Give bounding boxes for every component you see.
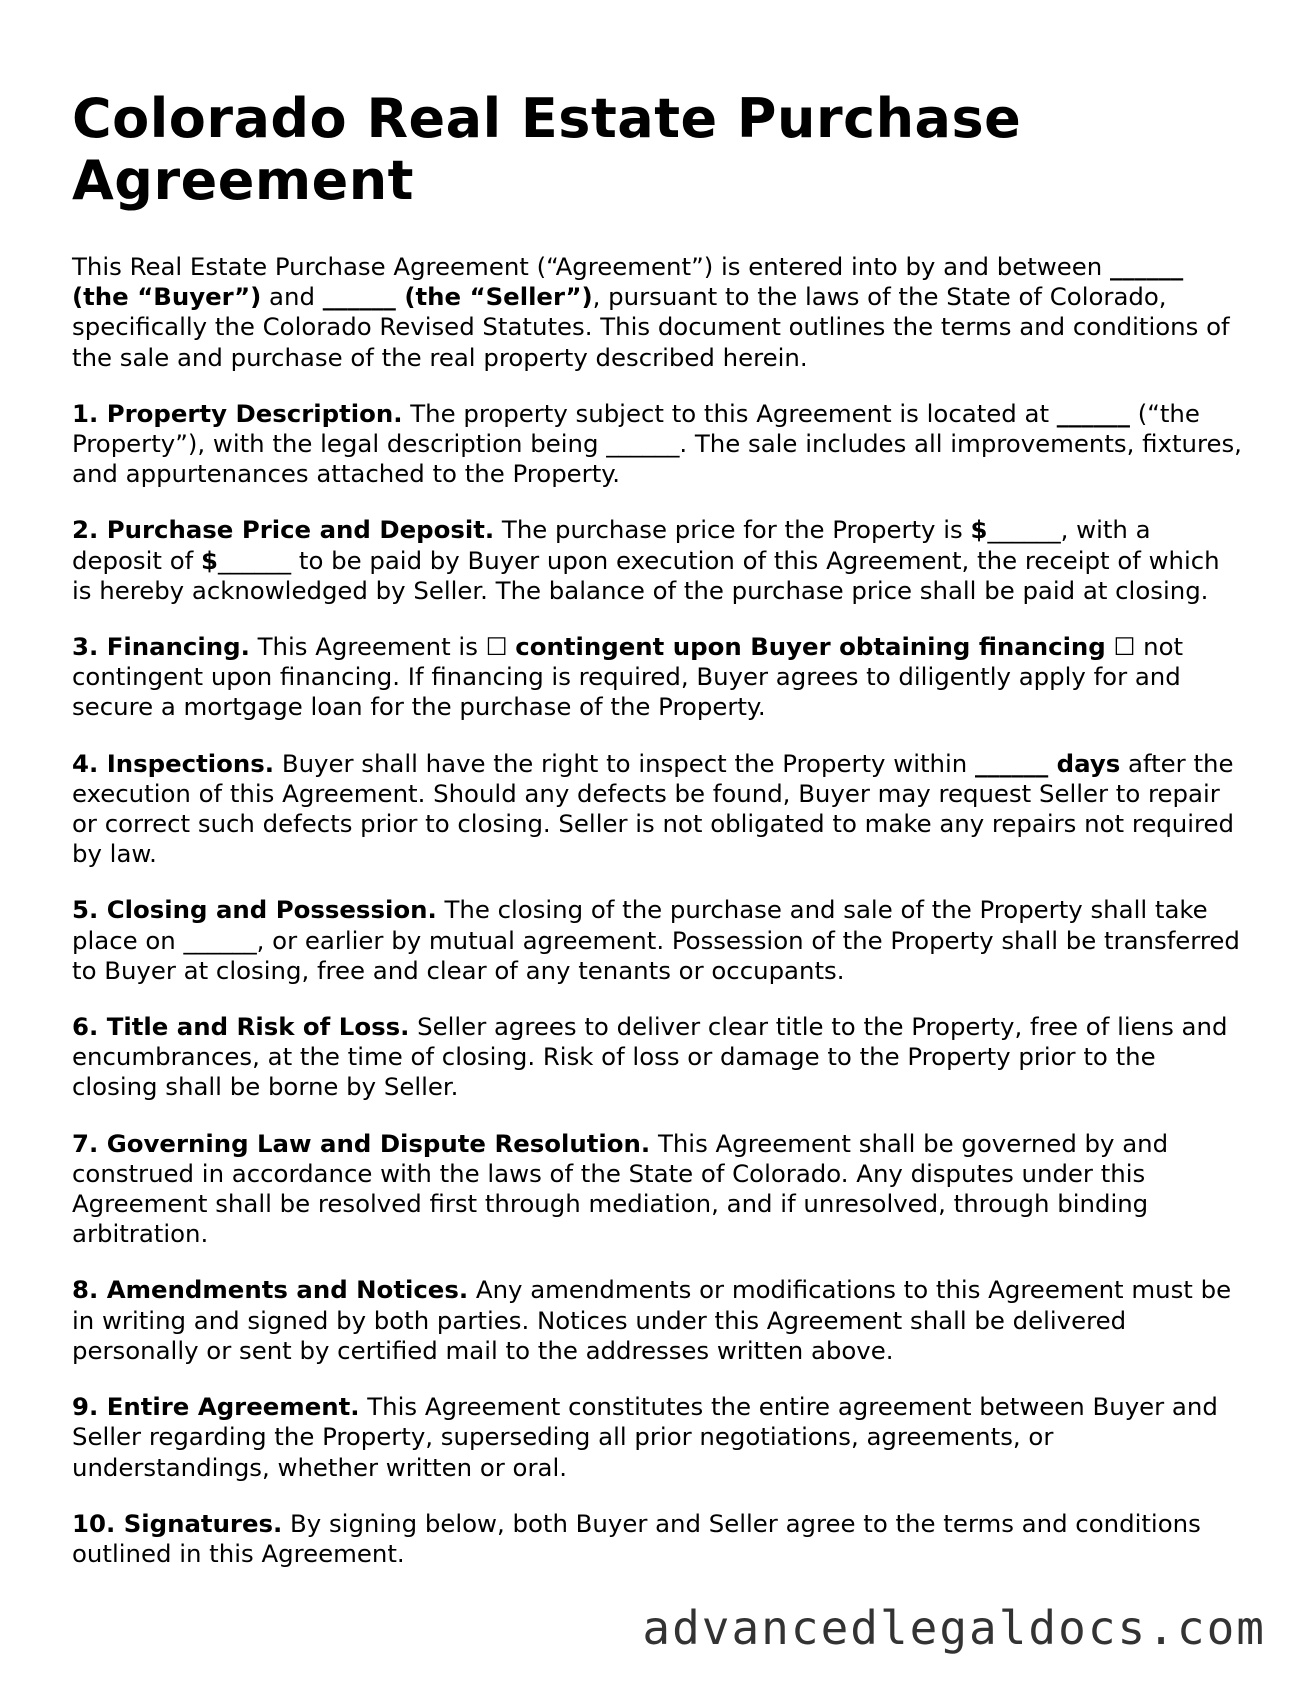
section-heading: 10. Signatures. [72, 1508, 283, 1538]
document-title: Colorado Real Estate Purchase Agreement [72, 87, 1022, 212]
section-text: The property subject to this Agreement is located at [402, 398, 1057, 428]
section-heading: 2. Purchase Price and Deposit. [72, 515, 495, 545]
section-property-description [72, 399, 1242, 490]
section-financing [72, 632, 1242, 723]
price-dollar-sign: $ [970, 515, 988, 545]
section-title-risk [72, 1012, 1242, 1103]
property-location-blank: ______ [1056, 398, 1130, 428]
section-text: Buyer shall have the right to inspect the Property within [274, 748, 975, 778]
intro-paragraph [72, 252, 1242, 373]
section-text: (“the Property”), with the legal description being ______. The sale includes all improvements, fixtures, and appurtenances attached to the Property. [72, 398, 1242, 489]
section-text: This Agreement shall be governed by and construed in accordance with the laws of the State of Colorado. Any disputes under this Agreement shall be resolved first through mediation, and if unresolved, through binding arbitration. [72, 1128, 1169, 1249]
section-text: after the execution of this Agreement. Should any defects be found, Buyer may request Seller to repair or correct such defects prior to closing. Seller is not obligated to make any repairs not required by law. [72, 748, 1235, 869]
section-text: This Agreement constitutes the entire agreement between Buyer and Seller regarding the Property, superseding all prior negotiations, agreements, or understandings, whether written or oral. [72, 1392, 1218, 1482]
watermark: advancedlegaldocs.com [642, 1601, 1266, 1655]
section-heading: 1. Property Description. [72, 398, 403, 428]
section-inspections [72, 749, 1242, 870]
section-text: ______, with a deposit of [72, 515, 1151, 575]
section-heading: 6. Title and Risk of Loss. [72, 1012, 410, 1042]
section-entire-agreement [72, 1392, 1242, 1483]
section-purchase-price [72, 515, 1242, 606]
section-amendments-notices [72, 1275, 1242, 1366]
section-heading: 8. Amendments and Notices. [72, 1275, 469, 1305]
intro-text: and [261, 282, 323, 312]
intro-text: This Real Estate Purchase Agreement (“Agreement”) is entered into by and between [72, 252, 1110, 281]
section-heading: 3. Financing. [72, 632, 250, 662]
deposit-dollar-sign: $ [200, 545, 218, 575]
section-text: ______ to be paid by Buyer upon execution of this Agreement, the receipt of which is hereby acknowledged by Seller. The balance of the purchase price shall be paid at closing. [72, 545, 1220, 605]
section-text: The closing of the purchase and sale of the Property shall take place on ______, or earlier by mutual agreement. Possession of the Property shall be transferred to Buyer at closing, free and clear of any tenants or occupants. [72, 895, 1240, 985]
buyer-blank: ______ (the “Buyer”) [72, 252, 1184, 312]
section-closing-possession [72, 895, 1242, 986]
financing-contingent-option: contingent upon Buyer obtaining financing [515, 632, 1106, 662]
intro-text: , pursuant to the laws of the State of Colorado, specifically the Colorado Revised Statutes. This document outlines the terms and conditions of the sale and purchase of the real property described herein. [72, 282, 1230, 372]
section-signatures [72, 1509, 1242, 1569]
section-text: Seller agrees to deliver clear title to the Property, free of liens and encumbrances, at the time of closing. Risk of loss or damage to the Property prior to the closing shall be borne by Seller. [72, 1012, 1228, 1102]
section-heading: 7. Governing Law and Dispute Resolution. [72, 1128, 651, 1158]
seller-blank: ______ (the “Seller”) [322, 282, 593, 312]
section-text: The purchase price for the Property is [494, 515, 971, 545]
section-heading: 4. Inspections. [72, 748, 275, 778]
section-text: Any amendments or modifications to this Agreement must be in writing and signed by both parties. Notices under this Agreement shall be delivered personally or sent by certified mail to the addresses written above. [72, 1275, 1232, 1365]
document-page [72, 88, 1242, 1595]
inspection-days-blank: ______ days [974, 748, 1121, 778]
section-heading: 9. Entire Agreement. [72, 1392, 360, 1422]
section-heading: 5. Closing and Possession. [72, 895, 437, 925]
section-text: By signing below, both Buyer and Seller agree to the terms and conditions outlined in this Agreement. [72, 1508, 1201, 1568]
section-governing-law [72, 1129, 1242, 1250]
section-text: ☐ not contingent upon financing. If financing is required, Buyer agrees to diligently apply for and secure a mortgage loan for the purchase of the Property. [72, 632, 1184, 722]
section-text: This Agreement is ☐ [249, 632, 516, 662]
